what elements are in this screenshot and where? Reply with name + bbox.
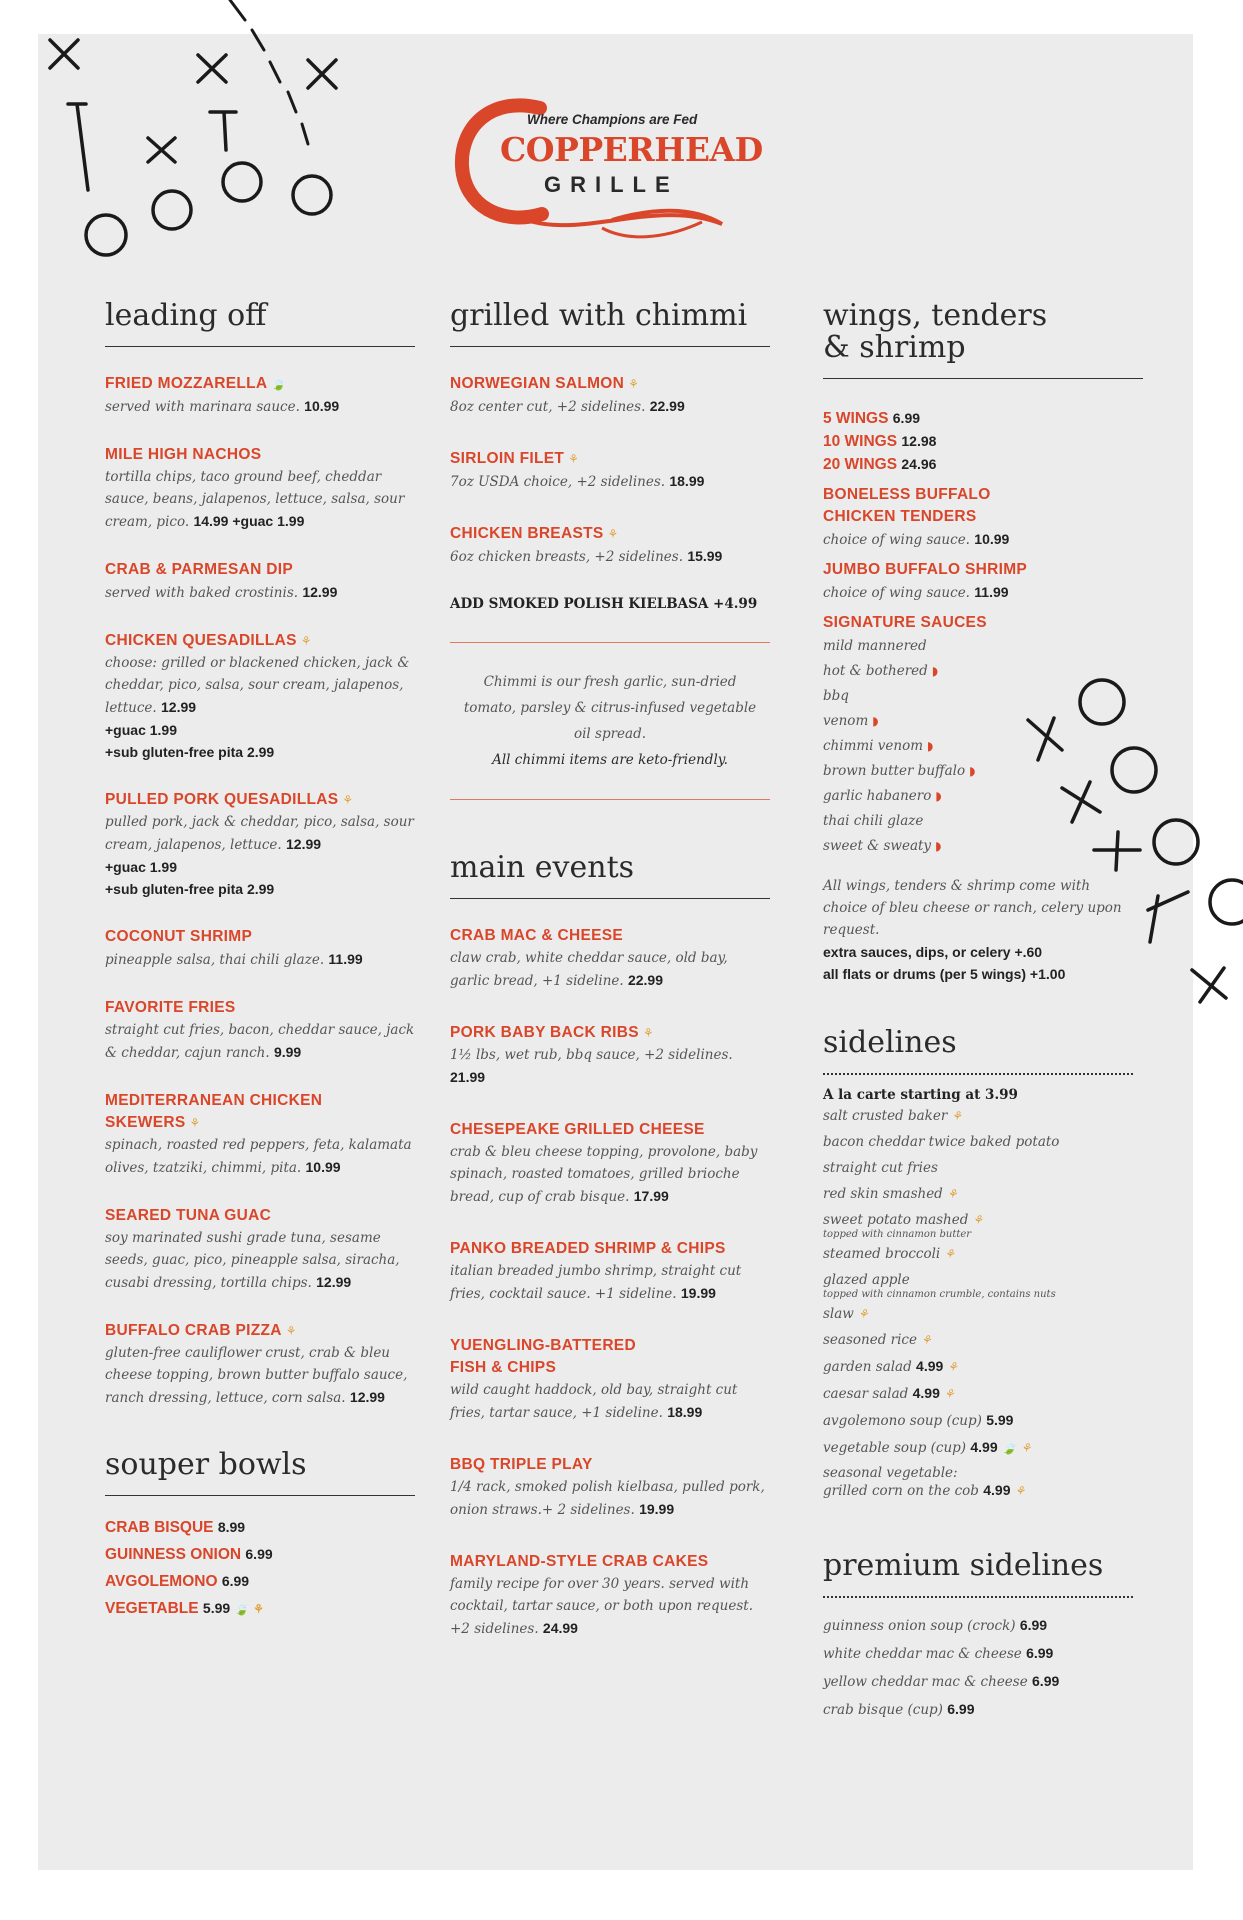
brand-logo [452, 96, 772, 246]
list-item [105, 1514, 415, 1541]
chili-pepper-icon: ◗ [931, 664, 939, 678]
item-name [105, 444, 415, 466]
premium-name: guinness onion soup (crock) [823, 1618, 1016, 1634]
item-price: 4.99 [983, 1482, 1011, 1498]
sauce-item [823, 759, 1143, 784]
leaf-icon: 🍃 [271, 377, 287, 391]
item-name [450, 1454, 770, 1476]
item-price: 4.99 [970, 1439, 998, 1455]
item-extra: +sub gluten-free pita 2.99 [105, 881, 275, 897]
chimmi-note [450, 642, 770, 800]
menu-item [450, 1022, 770, 1089]
item-name-text: CHICKEN QUESADILLAS [105, 632, 297, 649]
section-title-wings [823, 300, 1143, 379]
chimmi-description: Chimmi is our fresh garlic, sun-dried tomato, parsley & citrus-infused vegetable oil spread. [463, 674, 757, 742]
desc-text: straight cut fries, bacon, cheddar sauce, jack & cheddar, cajun ranch. [105, 1022, 415, 1061]
item-price: 6.99 [245, 1546, 273, 1562]
premium-name: yellow cheddar mac & cheese [823, 1674, 1028, 1690]
menu-item [450, 448, 770, 493]
sideline-item [823, 1241, 1143, 1267]
item-desc [105, 1227, 415, 1294]
item-price: 10.99 [305, 1159, 341, 1175]
item-price: 12.99 [286, 836, 322, 852]
leaf-icon: 🍃 [1001, 1441, 1017, 1455]
item-name [105, 926, 415, 948]
sidelines-intro: A la carte starting at 3.99 [823, 1087, 1018, 1103]
item-price: 8.99 [217, 1519, 246, 1535]
list-item [823, 407, 1143, 430]
item-price: 18.99 [667, 1404, 703, 1420]
wheat-icon: ⚘ [951, 1109, 963, 1123]
item-name [450, 373, 770, 395]
item-desc [105, 395, 415, 418]
item-name: AVGOLEMONO [105, 1573, 218, 1590]
item-name-text: PANKO BREADED SHRIMP & CHIPS [450, 1240, 726, 1257]
sideline-name: garden salad [823, 1359, 912, 1375]
item-desc [105, 466, 415, 533]
item-extra: +guac 1.99 [105, 859, 177, 875]
left-column [105, 300, 415, 1623]
section-title-sidelines: sidelines [823, 1027, 1133, 1075]
sauce-name: hot & bothered [823, 663, 928, 679]
menu-item [105, 1205, 415, 1294]
item-name: BONELESS BUFFALO CHICKEN TENDERS [823, 486, 991, 525]
item-desc [105, 581, 415, 604]
item-name-text: SIRLOIN FILET [450, 450, 565, 467]
wheat-icon: ⚘ [857, 1307, 869, 1321]
item-price: 22.99 [649, 398, 685, 414]
flats-drums-note: all flats or drums (per 5 wings) +1.00 [823, 966, 1066, 982]
sideline-item [823, 1103, 1143, 1129]
item-name [105, 630, 415, 652]
sideline-name: glazed apple [823, 1272, 910, 1288]
sauce-name: chimmi venom [823, 738, 924, 754]
section-title-premium: premium sidelines [823, 1550, 1133, 1598]
item-price: 4.99 [912, 1385, 940, 1401]
item-name: 10 WINGS [823, 433, 898, 450]
leaf-icon: 🍃 [234, 1602, 250, 1616]
menu-item [105, 559, 415, 604]
desc-text: served with marinara sauce. [105, 399, 300, 415]
item-desc [450, 1141, 770, 1208]
keto-note: All chimmi items are keto-friendly. [492, 752, 728, 768]
item-name-text: CRAB MAC & CHEESE [450, 927, 624, 944]
sauce-name: sweet & sweaty [823, 838, 932, 854]
wheat-icon: ⚘ [628, 377, 640, 391]
item-name [105, 1090, 355, 1134]
wheat-icon: ⚘ [946, 1187, 958, 1201]
sauce-name: brown butter buffalo [823, 763, 966, 779]
list-item [105, 1568, 415, 1595]
premium-item [823, 1668, 1143, 1696]
menu-item [105, 926, 415, 971]
item-name: 20 WINGS [823, 456, 898, 473]
item-price: 11.99 [328, 951, 363, 967]
souper-bowls-list [105, 1514, 415, 1623]
item-desc [450, 1476, 770, 1521]
item-price: 12.99 [161, 699, 197, 715]
item-price: 6.99 [221, 1573, 250, 1589]
menu-item [450, 1551, 770, 1640]
item-name [450, 1119, 770, 1141]
item-desc [450, 1379, 770, 1424]
list-item [823, 453, 1143, 476]
chili-pepper-icon: ◗ [969, 764, 976, 778]
sideline-item [823, 1181, 1143, 1207]
desc-text: pineapple salsa, thai chili glaze. [105, 952, 325, 968]
item-name-text: FRIED MOZZARELLA [105, 375, 268, 392]
title-line-2: & shrimp [823, 330, 966, 365]
item-price: 14.99 +guac 1.99 [193, 513, 305, 529]
sauce-name: venom [823, 713, 869, 729]
wheat-icon: ⚘ [972, 1213, 984, 1227]
item-desc [105, 948, 415, 971]
leading-off-list [105, 373, 415, 1409]
main-events-list [450, 925, 770, 1640]
sideline-item [823, 1434, 1143, 1461]
sideline-name: steamed broccoli [823, 1246, 941, 1262]
menu-item [105, 1320, 415, 1409]
item-name-text: PORK BABY BACK RIBS [450, 1024, 639, 1041]
item-extra: +sub gluten-free pita 2.99 [105, 744, 275, 760]
menu-item [105, 1090, 415, 1179]
item-price: 6.99 [1019, 1617, 1048, 1633]
sideline-item [823, 1380, 1143, 1407]
wheat-icon: ⚘ [607, 527, 619, 541]
item-name [450, 523, 770, 545]
seasonal-label: seasonal vegetable: [823, 1465, 958, 1481]
middle-column [450, 300, 770, 1640]
item-name [450, 1022, 770, 1044]
logo-name: COPPERHEAD [500, 130, 763, 169]
premium-list [823, 1612, 1143, 1724]
sideline-name: bacon cheddar twice baked potato [823, 1134, 1060, 1150]
chili-pepper-icon: ◗ [935, 839, 942, 853]
menu-item [450, 1335, 770, 1424]
item-price: 17.99 [633, 1188, 669, 1204]
sideline-name: avgolemono soup (cup) [823, 1413, 982, 1429]
item-price: 12.98 [901, 433, 937, 449]
item-extra: +guac 1.99 [105, 722, 177, 738]
wheat-icon: ⚘ [568, 452, 580, 466]
desc-text: spinach, roasted red peppers, feta, kalamata olives, tzatziki, chimmi, pita. [105, 1137, 412, 1176]
sideline-name: salt crusted baker [823, 1108, 948, 1124]
grilled-list [450, 373, 770, 568]
item-desc [450, 1260, 770, 1305]
extra-sauces-note: extra sauces, dips, or celery +.60 [823, 944, 1043, 960]
item-price: 11.99 [974, 584, 1009, 600]
item-name-text: MARYLAND-STYLE CRAB CAKES [450, 1553, 709, 1570]
wheat-icon: ⚘ [944, 1247, 955, 1261]
item-price: 18.99 [669, 473, 705, 489]
wheat-icon: ⚘ [189, 1116, 201, 1130]
sideline-name: sweet potato mashed [823, 1212, 969, 1228]
desc-text: soy marinated sushi grade tuna, sesame seeds, guac, pico, pineapple salsa, siracha, cusabi dressing, tortilla chips. [105, 1230, 400, 1291]
item-price: 19.99 [680, 1285, 716, 1301]
item-desc [450, 1044, 770, 1089]
chili-pepper-icon: ◗ [935, 789, 942, 803]
item-name [105, 559, 415, 581]
sauce-item [823, 809, 1143, 834]
kielbasa-addon: ADD SMOKED POLISH KIELBASA +4.99 [450, 596, 758, 612]
chili-pepper-icon: ◗ [927, 739, 934, 753]
wheat-icon: ⚘ [253, 1602, 264, 1616]
desc-text: 1/4 rack, smoked polish kielbasa, pulled pork, onion straws.+ 2 sidelines. [450, 1479, 765, 1518]
sideline-item [823, 1155, 1143, 1181]
item-price: 12.99 [316, 1274, 352, 1290]
premium-name: white cheddar mac & cheese [823, 1646, 1022, 1662]
sideline-item [823, 1327, 1143, 1353]
item-price: 12.99 [349, 1389, 385, 1405]
item-name-text: MILE HIGH NACHOS [105, 446, 262, 463]
sideline-name: red skin smashed [823, 1186, 943, 1202]
desc-text: italian breaded jumbo shrimp, straight cut fries, cocktail sauce. +1 sideline. [450, 1263, 742, 1302]
sauce-name: mild mannered [823, 638, 927, 654]
wheat-icon: ⚘ [342, 793, 354, 807]
premium-item [823, 1640, 1143, 1668]
item-price: 5.99 [986, 1412, 1014, 1428]
seasonal-item: grilled corn on the cob [823, 1483, 979, 1499]
desc-text: wild caught haddock, old bay, straight cut fries, tartar sauce, +1 sideline. [450, 1382, 738, 1421]
sauces-title: SIGNATURE SAUCES [823, 614, 987, 631]
menu-item [105, 444, 415, 533]
sideline-name: straight cut fries [823, 1160, 938, 1176]
wheat-icon: ⚘ [642, 1026, 654, 1040]
desc-text: pulled pork, jack & cheddar, pico, salsa, sour cream, jalapenos, lettuce. [105, 814, 414, 853]
item-price: 5.99 [202, 1600, 231, 1616]
menu-item [450, 523, 770, 568]
item-name-text: CRAB & PARMESAN DIP [105, 561, 293, 578]
desc-text: 8oz center cut, +2 sidelines. [450, 399, 646, 415]
sideline-name: vegetable soup (cup) [823, 1440, 967, 1456]
item-price: 4.99 [916, 1358, 944, 1374]
item-name: 5 WINGS [823, 410, 889, 427]
section-title-grilled: grilled with chimmi [450, 300, 770, 347]
sideline-name: caesar salad [823, 1386, 909, 1402]
item-name-text: NORWEGIAN SALMON [450, 375, 625, 392]
item-desc [823, 581, 1143, 604]
item-name-text: BBQ TRIPLE PLAY [450, 1456, 593, 1473]
sauce-item [823, 634, 1143, 659]
item-name-text: CHESEPEAKE GRILLED CHEESE [450, 1121, 705, 1138]
menu-item [450, 1119, 770, 1208]
desc-text: 6oz chicken breasts, +2 sidelines. [450, 549, 684, 565]
wheat-icon: ⚘ [947, 1360, 959, 1374]
desc-text: crab & bleu cheese topping, provolone, baby spinach, roasted tomatoes, grilled brioche bread, cup of crab bisque. [450, 1144, 758, 1205]
premium-item [823, 1696, 1143, 1724]
sauce-name: garlic habanero [823, 788, 932, 804]
sideline-item [823, 1353, 1143, 1380]
item-price: 6.99 [1026, 1645, 1054, 1661]
sauce-item [823, 734, 1143, 759]
item-desc [105, 652, 415, 719]
menu-item [450, 925, 770, 992]
item-desc [105, 1019, 415, 1064]
item-name: GUINNESS ONION [105, 1546, 242, 1563]
desc-text: choose: grilled or blackened chicken, jack & cheddar, pico, salsa, sour cream, jalapenos, lettuce. [105, 655, 410, 716]
item-name [450, 925, 770, 947]
item-desc [105, 1342, 415, 1409]
sideline-item [823, 1129, 1143, 1155]
item-desc [450, 470, 770, 493]
item-name [105, 1320, 415, 1342]
wing-counts [823, 407, 1143, 476]
sauce-item [823, 709, 1143, 734]
right-column [823, 300, 1143, 1724]
menu-item [823, 559, 1143, 604]
item-name: CRAB BISQUE [105, 1519, 214, 1536]
item-name [450, 1238, 770, 1260]
play-diagram-top-left [40, 0, 360, 270]
item-name-text: FAVORITE FRIES [105, 999, 236, 1016]
item-name-text: CHICKEN BREASTS [450, 525, 604, 542]
item-name-text: PULLED PORK QUESADILLAS [105, 791, 339, 808]
item-price: 6.99 [892, 410, 921, 426]
item-name [450, 1335, 670, 1379]
item-name [105, 997, 415, 1019]
desc-text: 7oz USDA choice, +2 sidelines. [450, 474, 666, 490]
list-item [105, 1595, 415, 1623]
item-price: 22.99 [627, 972, 664, 988]
item-price: 10.99 [304, 398, 340, 414]
sideline-name: slaw [823, 1306, 854, 1322]
item-name [105, 373, 415, 395]
item-price: 19.99 [639, 1501, 675, 1517]
item-price: 6.99 [947, 1701, 975, 1717]
sideline-name: seasoned rice [823, 1332, 917, 1348]
menu-item [450, 1238, 770, 1305]
wheat-icon: ⚘ [920, 1333, 932, 1347]
menu-item [823, 484, 1143, 551]
desc-text: tortilla chips, taco ground beef, cheddar sauce, beans, jalapenos, lettuce, salsa, sour cream, pico. [105, 469, 405, 530]
wheat-icon: ⚘ [285, 1324, 297, 1338]
desc-text: 1½ lbs, wet rub, bbq sauce, +2 sidelines. [450, 1047, 733, 1063]
list-item [823, 430, 1143, 453]
item-price: 21.99 [450, 1069, 486, 1085]
wheat-icon: ⚘ [1020, 1441, 1032, 1455]
sideline-subnote: topped with cinnamon crumble, contains nuts [823, 1289, 1056, 1300]
item-desc [823, 528, 1143, 551]
premium-name: crab bisque (cup) [823, 1702, 943, 1718]
item-desc [450, 395, 770, 418]
desc-text: choice of wing sauce. [823, 532, 970, 548]
sauce-list [823, 634, 1143, 859]
item-name [105, 789, 415, 811]
sideline-subnote: topped with cinnamon butter [823, 1229, 972, 1240]
sauce-name: thai chili glaze [823, 813, 924, 829]
sauce-item [823, 659, 1143, 684]
section-title-leading-off: leading off [105, 300, 415, 347]
section-title-main-events: main events [450, 852, 770, 899]
menu-item [105, 373, 415, 418]
chili-pepper-icon: ◗ [872, 714, 879, 728]
menu-item [105, 630, 415, 763]
list-item [105, 1541, 415, 1568]
wings-note: All wings, tenders & shrimp come with choice of bleu cheese or ranch, celery upon request. [823, 878, 1122, 938]
item-name-text: BUFFALO CRAB PIZZA [105, 1322, 282, 1339]
item-name-text: MEDITERRANEAN CHICKEN SKEWERS [105, 1092, 323, 1131]
sauce-item [823, 784, 1143, 809]
sauce-item [823, 834, 1143, 859]
item-desc [105, 1134, 415, 1179]
logo-subname: GRILLE [544, 172, 679, 197]
section-title-souper-bowls: souper bowls [105, 1449, 415, 1496]
item-price: 24.96 [901, 456, 937, 472]
sidelines-list [823, 1103, 1143, 1461]
sideline-item [823, 1407, 1143, 1434]
item-desc [450, 545, 770, 568]
wheat-icon: ⚘ [1014, 1484, 1026, 1498]
item-price: 15.99 [687, 548, 723, 564]
item-desc [450, 1573, 770, 1640]
menu-item [450, 373, 770, 418]
item-name [105, 1205, 415, 1227]
item-name-text: YUENGLING-BATTERED FISH & CHIPS [450, 1337, 636, 1376]
item-price: 10.99 [974, 531, 1010, 547]
desc-text: gluten-free cauliflower crust, crab & bleu cheese topping, brown butter buffalo sauce, ranch dressing, lettuce, corn salsa. [105, 1345, 408, 1406]
item-name [450, 1551, 770, 1573]
wheat-icon: ⚘ [300, 634, 312, 648]
desc-text: choice of wing sauce. [823, 585, 970, 601]
menu-item [105, 997, 415, 1064]
desc-text: served with baked crostinis. [105, 585, 299, 601]
menu-item [105, 789, 415, 900]
item-price: 6.99 [1032, 1673, 1060, 1689]
item-desc [105, 811, 415, 856]
item-price: 24.99 [542, 1620, 578, 1636]
item-price: 12.99 [302, 584, 338, 600]
sauce-name: bbq [823, 688, 849, 704]
logo-tagline: Where Champions are Fed [527, 112, 698, 127]
item-name: JUMBO BUFFALO SHRIMP [823, 561, 1028, 578]
title-line-1: wings, tenders [823, 298, 1048, 333]
wheat-icon: ⚘ [943, 1387, 955, 1401]
item-desc [450, 947, 770, 992]
item-name-text: COCONUT SHRIMP [105, 928, 253, 945]
item-name [450, 448, 770, 470]
desc-text: family recipe for over 30 years. served with cocktail, tartar sauce, or both upon request. +2 sidelines. [450, 1576, 753, 1637]
menu-item [450, 1454, 770, 1521]
item-name: VEGETABLE [105, 1600, 199, 1617]
seasonal-vegetable [823, 1465, 1143, 1500]
item-name-text: SEARED TUNA GUAC [105, 1207, 272, 1224]
item-price: 9.99 [273, 1044, 302, 1060]
premium-item [823, 1612, 1143, 1640]
desc-text: claw crab, white cheddar sauce, old bay, garlic bread, +1 sideline. [450, 950, 728, 989]
sauce-item [823, 684, 1143, 709]
sideline-item [823, 1301, 1143, 1327]
